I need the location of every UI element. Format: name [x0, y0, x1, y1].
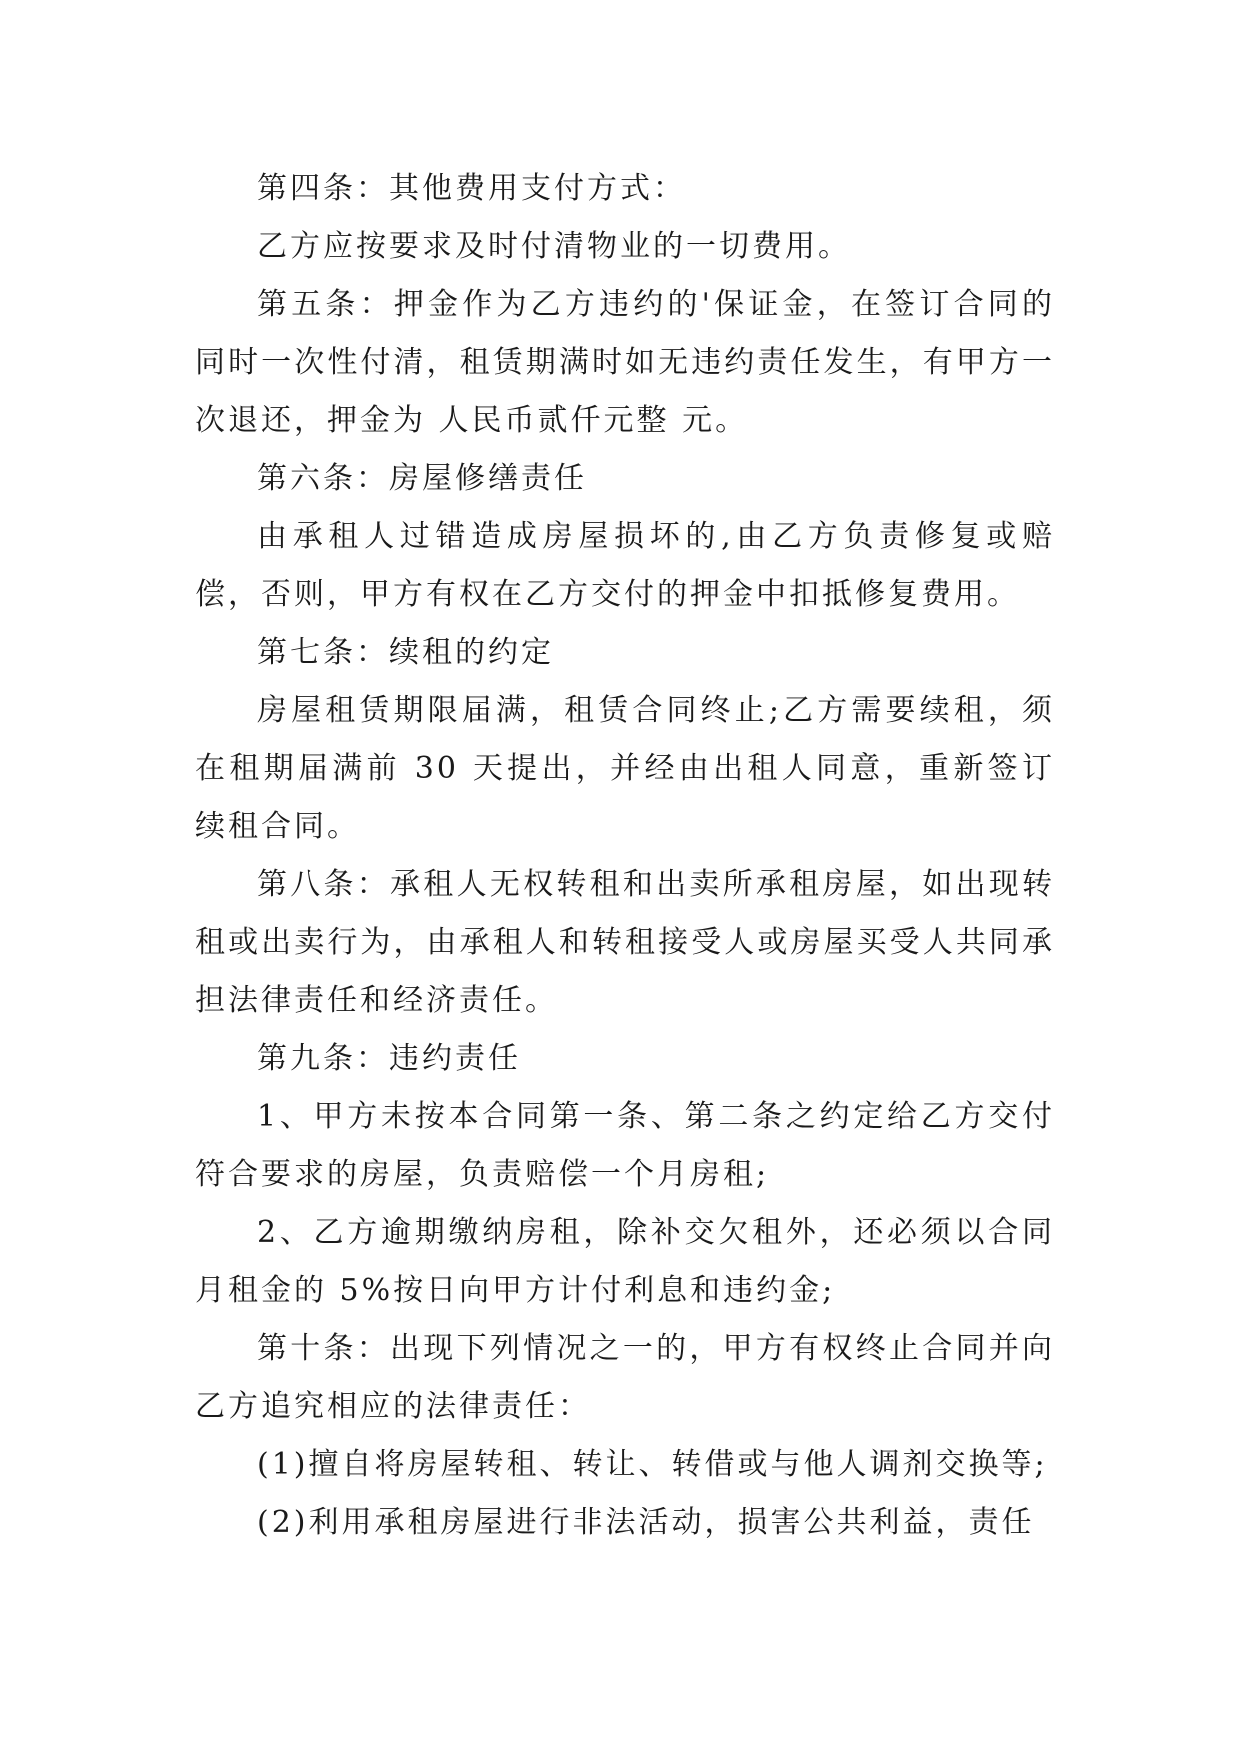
paragraph-article-5: 第五条：押金作为乙方违约的'保证金，在签订合同的同时一次性付清，租赁期满时如无违约责任发生，有甲方一次退还，押金为 人民币贰仟元整 元。 [195, 287, 1055, 438]
document-body [195, 160, 1055, 1552]
paragraph-article-9: 第九条：违约责任 [257, 1041, 521, 1076]
paragraph-termination-item-1: (1)擅自将房屋转租、转让、转借或与他人调剂交换等; [257, 1447, 1048, 1482]
paragraph-repair-liability: 由承租人过错造成房屋损坏的,由乙方负责修复或赔偿，否则，甲方有权在乙方交付的押金中扣抵修复费用。 [195, 519, 1055, 612]
paragraph-article-10: 第十条：出现下列情况之一的，甲方有权终止合同并向乙方追究相应的法律责任： [195, 1331, 1055, 1424]
paragraph-renewal-terms: 房屋租赁期限届满，租赁合同终止;乙方需要续租，须在租期届满前 30 天提出，并经由出租人同意，重新签订续租合同。 [195, 693, 1055, 844]
paragraph-termination-item-2: (2)利用承租房屋进行非法活动，损害公共利益，责任 [257, 1505, 1035, 1540]
paragraph-breach-item-1: 1、甲方未按本合同第一条、第二条之约定给乙方交付符合要求的房屋，负责赔偿一个月房租; [195, 1099, 1055, 1192]
paragraph-article-4: 第四条：其他费用支付方式： [257, 171, 686, 206]
paragraph-article-8: 第八条：承租人无权转租和出卖所承租房屋，如出现转租或出卖行为，由承租人和转租接受人或房屋买受人共同承担法律责任和经济责任。 [195, 867, 1055, 1018]
paragraph-property-fees: 乙方应按要求及时付清物业的一切费用。 [257, 229, 851, 264]
paragraph-breach-item-2: 2、乙方逾期缴纳房租，除补交欠租外，还必须以合同月租金的 5%按日向甲方计付利息和违约金; [195, 1215, 1055, 1308]
paragraph-article-6: 第六条：房屋修缮责任 [257, 461, 587, 496]
paragraph-article-7: 第七条：续租的约定 [257, 635, 554, 670]
